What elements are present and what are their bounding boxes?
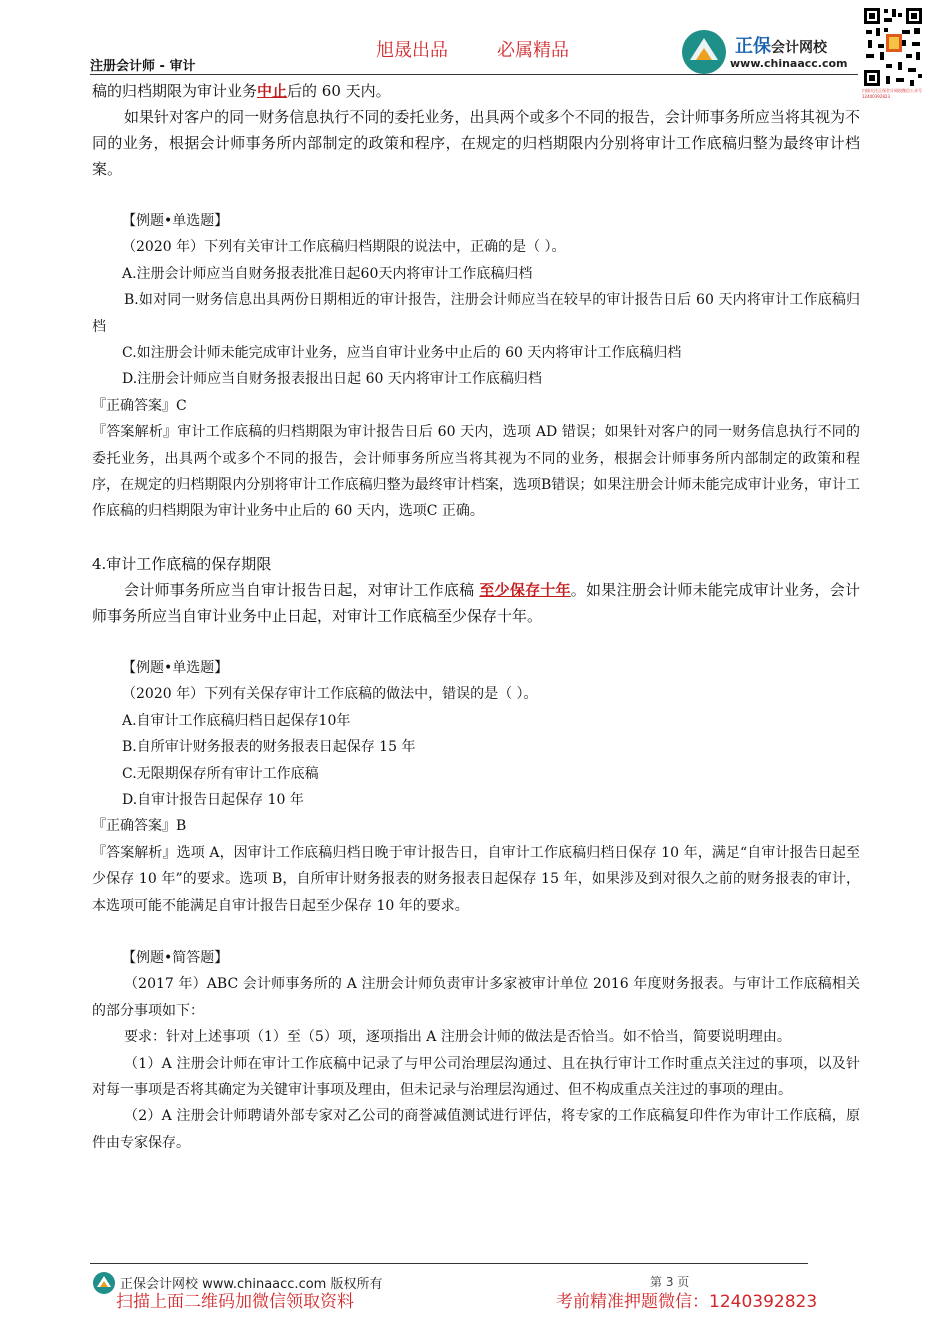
question-stem: （2017 年）ABC 会计师事务所的 A 注册会计师负责审计多家被审计单位 2016 年度财务报表。与审计工作底稿相关的部分事项如下：	[92, 976, 860, 1019]
correct-answer: 『正确答案』C	[92, 397, 187, 414]
para-retention-period: 会计师事务所应当自审计报告日起，对审计工作底稿 至少保存十年。如果注册会计师未能完成审计业务，会计师事务所应当自审计业务中止日起，对审计工作底稿至少保存十年。	[92, 580, 860, 625]
answer-analysis: 『答案解析』审计工作底稿的归档期限为审计报告日后 60 天内，选项 AD 错误；如果针对客户的同一财务信息执行不同的委托业务，出具两个或多个不同的报告，会计师事务所应当将其视为不同的业务，根据会计师事务所内部制定的政策和程序，在规定的归档期限内分别将审计工作底稿归整为最终审计档案，选项B错误；如果注册会计师未能完成审计业务，审计工作底稿的归档期限为审计业务中止后的 60 天内，选项C 正确。	[92, 424, 860, 520]
qr-note: 扫描关注正保会计网校微信公众号 12400392823	[862, 88, 922, 99]
footer-divider	[90, 1263, 808, 1264]
logo-brand: 正保会计网校	[735, 36, 827, 57]
question-item-2: （2）A 注册会计师聘请外部专家对乙公司的商誉减值测试进行评估，将专家的工作底稿复印件作为审计工作底稿，原件由专家保存。	[92, 1108, 860, 1151]
document-body	[92, 78, 860, 1156]
option-a: A.自审计工作底稿归档日起保存10年	[122, 712, 351, 729]
header-subject: 注册会计师 - 审计	[90, 59, 196, 74]
question-item-1: （1）A 注册会计师在审计工作底稿中记录了与甲公司治理层沟通过、且在执行审计工作时重点关注过的事项，以及针对每一事项是否将其确定为关键审计事项及理由，但未记录与治理层沟通过、但不构成重点关注过的事项的理由。	[92, 1055, 860, 1098]
footer-promo-left: 扫描上面二维码加微信领取资料	[116, 1292, 354, 1312]
question-tag: 【例题•简答题】	[122, 949, 229, 966]
header-slogan-left: 旭晟出品	[376, 40, 448, 61]
highlight-suspension: 中止	[257, 82, 288, 100]
chinaacc-footer-logo-icon	[92, 1271, 116, 1295]
answer-analysis: 『答案解析』选项 A，因审计工作底稿归档日晚于审计报告日，自审计工作底稿归档日保存 10 年，满足“自审计报告日起至少保存 10 年”的要求。选项 B，自所审计财务报表的财务报表日起保存 15 年，如果涉及到对很久之前的财务报表的审计，本选项可能不能满足自审计报告日起至少保存 10 年的要求。	[92, 844, 860, 914]
option-b: B.自所审计财务报表的财务报表日起保存 15 年	[122, 739, 416, 756]
question-3	[92, 945, 860, 1156]
highlight-ten-years: 至少保存十年	[479, 580, 571, 599]
header-slogan-right: 必属精品	[497, 40, 569, 61]
para-multiple-reports: 如果针对客户的同一财务信息执行不同的委托业务，出具两个或多个不同的报告，会计师事务所应当将其视为不同的业务，根据会计师事务所内部制定的政策和程序，在规定的归档期限内分别将审计工作底稿归整为最终审计档案。	[92, 108, 860, 178]
option-c: C.无限期保存所有审计工作底稿	[122, 765, 319, 782]
correct-answer: 『正确答案』B	[92, 818, 187, 835]
footer-page-number: 第 3 页	[650, 1275, 690, 1289]
question-tag: 【例题•单选题】	[122, 659, 229, 676]
option-c: C.如注册会计师未能完成审计业务，应当自审计业务中止后的 60 天内将审计工作底稿归档	[122, 345, 682, 362]
footer-copyright: 正保会计网校 www.chinaacc.com 版权所有	[120, 1277, 383, 1292]
footer-promo-right: 考前精准押题微信：1240392823	[556, 1292, 818, 1312]
option-d: D.自审计报告日起保存 10 年	[122, 791, 304, 808]
section-title: 4.审计工作底稿的保存期限	[92, 554, 272, 573]
question-stem: （2020 年）下列有关审计工作底稿归档期限的说法中，正确的是（ ）。	[122, 239, 566, 256]
logo-url: www.chinaacc.com	[730, 57, 848, 70]
option-a: A.注册会计师应当自财务报表批准日起60天内将审计工作底稿归档	[122, 265, 533, 282]
option-d: D.注册会计师应当自财务报表报出日起 60 天内将审计工作底稿归档	[122, 371, 542, 388]
question-2	[92, 655, 860, 919]
question-1	[92, 208, 860, 525]
question-stem: （2020 年）下列有关保存审计工作底稿的做法中，错误的是（ ）。	[122, 686, 538, 703]
question-tag: 【例题•单选题】	[122, 213, 229, 229]
question-requirement: 要求：针对上述事项（1）至（5）项，逐项指出 A 注册会计师的做法是否恰当。如不恰当，简要说明理由。	[124, 1029, 791, 1046]
option-b: B.如对同一财务信息出具两份日期相近的审计报告，注册会计师应当在较早的审计报告日后 60 天内将审计工作底稿归档	[92, 292, 860, 335]
para-archive-period: 稿的归档期限为审计业务中止后的 60 天内。	[92, 82, 391, 100]
qr-code-icon	[862, 6, 924, 90]
